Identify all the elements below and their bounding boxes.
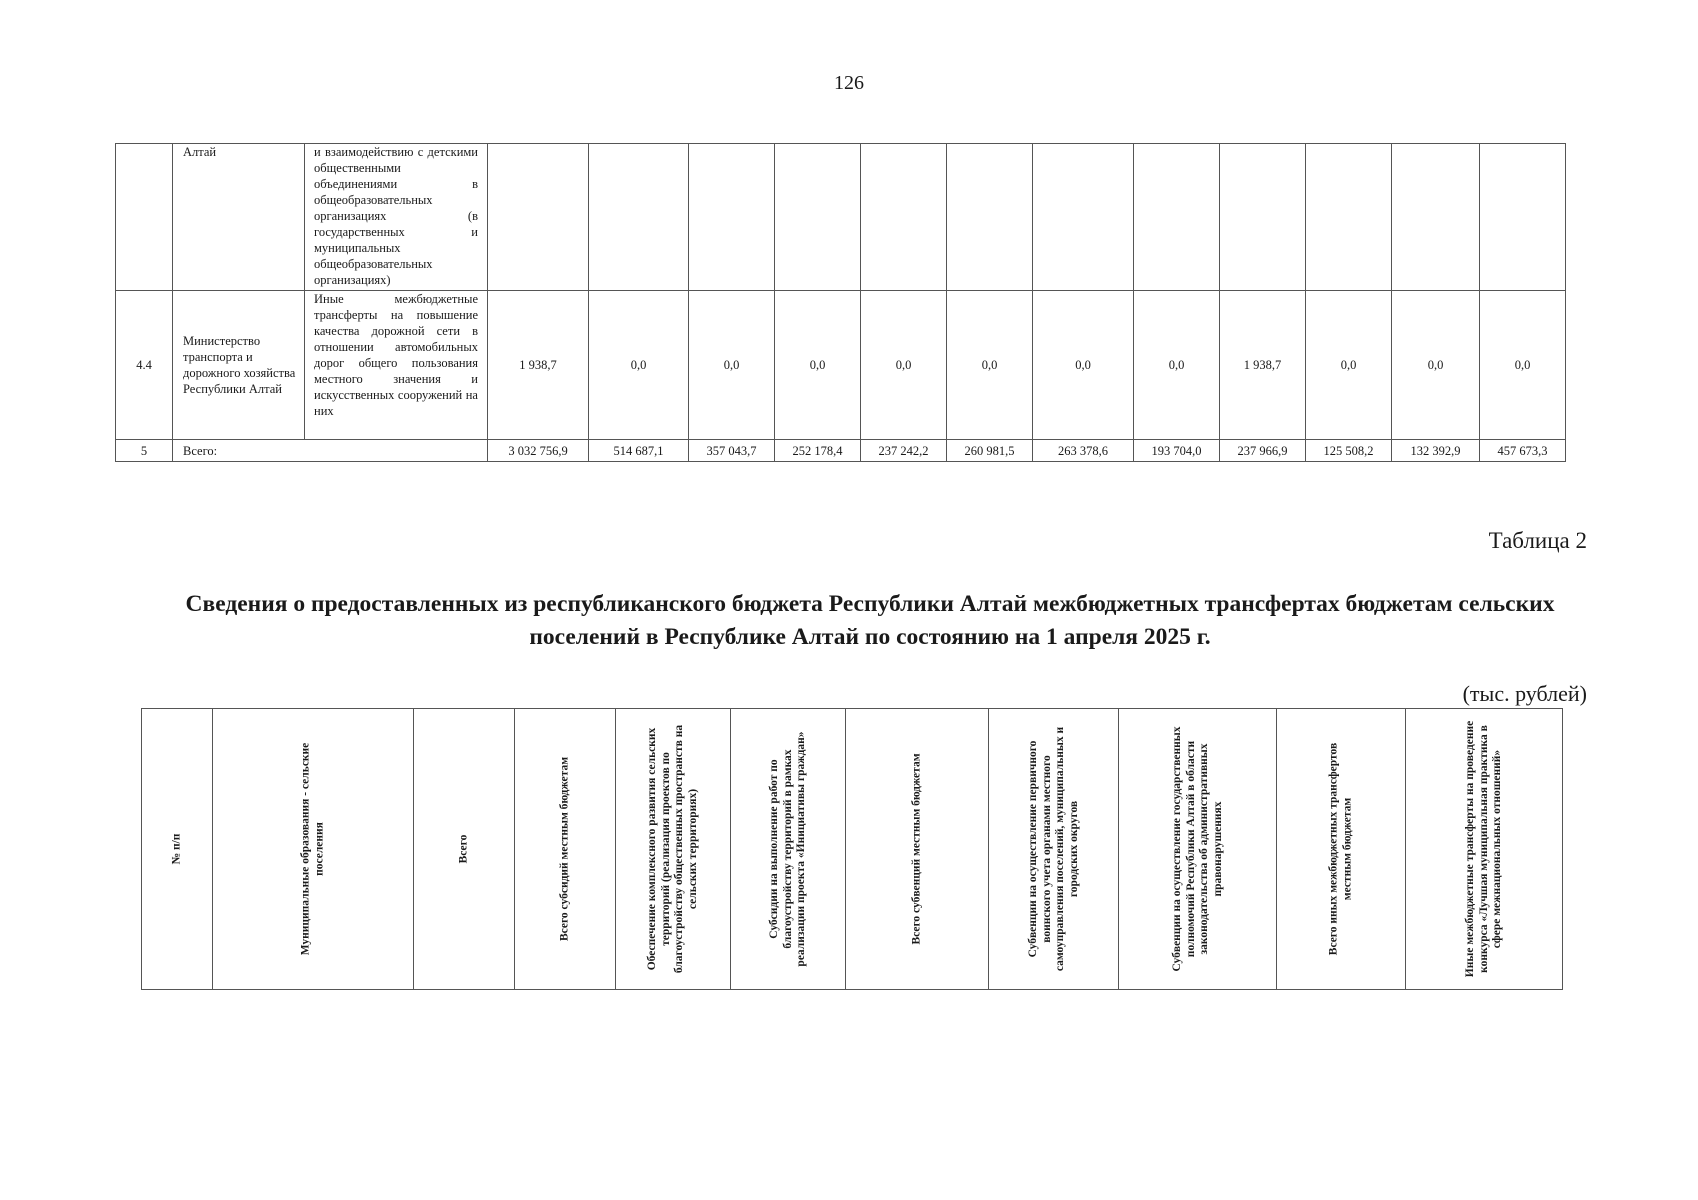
continued-table (115, 143, 1566, 462)
value-cell (947, 144, 1033, 291)
total-cell: 132 392,9 (1392, 440, 1480, 462)
value-cell: 0,0 (947, 291, 1033, 440)
total-cell: 457 673,3 (1480, 440, 1566, 462)
row-number: 5 (116, 440, 173, 462)
units-label: (тыс. рублей) (1462, 681, 1587, 706)
total-cell: 252 178,4 (775, 440, 861, 462)
total-cell: 125 508,2 (1306, 440, 1392, 462)
column-header: Иные межбюджетные трансферты на проведение конкурса «Лучшая муниципальная практика в сфере межнациональных отношений» (1406, 709, 1563, 990)
document-title: Сведения о предоставленных из республиканского бюджета Республики Алтай межбюджетных трансфертах бюджетам сельских поселений в Республике Алтай по состоянию на 1 апреля 2025 г. (185, 591, 1555, 650)
column-header: Субвенции на осуществление государственных полномочий Республики Алтай в области законодательства об административных правонарушениях (1119, 709, 1277, 990)
column-header: Всего (414, 709, 515, 990)
value-cell: 0,0 (775, 291, 861, 440)
value-cell (1220, 144, 1306, 291)
total-cell: 260 981,5 (947, 440, 1033, 462)
value-cell (1134, 144, 1220, 291)
row-number (116, 144, 173, 291)
total-cell: 237 966,9 (1220, 440, 1306, 462)
value-cell (1306, 144, 1392, 291)
desc-cell: и взаимодействию с детскими общественными объединениями в общеобразовательных организациях (в государственных и муниципальных общеобразовательных организациях) (305, 144, 488, 291)
value-cell: 0,0 (689, 291, 775, 440)
table-row (116, 291, 1566, 440)
column-header: Обеспечение комплексного развития сельских территорий (реализация проектов по благоустройству общественных пространств на сельских территориях) (616, 709, 731, 990)
table-header-row (142, 709, 1563, 990)
value-cell (1033, 144, 1134, 291)
value-cell: 0,0 (861, 291, 947, 440)
total-cell: 237 242,2 (861, 440, 947, 462)
column-header: Субвенции на осуществление первичного воинского учета органами местного самоуправления поселений, муниципальных и городских округов (989, 709, 1119, 990)
table2-header (141, 708, 1563, 990)
value-cell (488, 144, 589, 291)
table-label: Таблица 2 (1488, 528, 1587, 553)
total-row (116, 440, 1566, 462)
total-cell: 263 378,6 (1033, 440, 1134, 462)
org-cell: Алтай (173, 144, 305, 291)
column-header: Всего субвенций местным бюджетам (846, 709, 989, 990)
table-row (116, 144, 1566, 291)
column-header: Субсидии на выполнение работ по благоустройству территорий в рамках реализации проекта «Инициативы граждан» (731, 709, 846, 990)
column-header: № п/п (142, 709, 213, 990)
column-header: Всего субсидий местным бюджетам (515, 709, 616, 990)
value-cell (589, 144, 689, 291)
value-cell: 1 938,7 (1220, 291, 1306, 440)
value-cell (1480, 144, 1566, 291)
total-cell: 357 043,7 (689, 440, 775, 462)
value-cell: 0,0 (1033, 291, 1134, 440)
value-cell (861, 144, 947, 291)
org-cell: Министерство транспорта и дорожного хозяйства Республики Алтай (173, 291, 305, 440)
value-cell: 0,0 (1392, 291, 1480, 440)
page-number: 126 (834, 72, 864, 94)
total-label: Всего: (173, 440, 488, 462)
value-cell: 0,0 (1480, 291, 1566, 440)
column-header: Муниципальные образования - сельские поселения (213, 709, 414, 990)
desc-cell: Иные межбюджетные трансферты на повышение качества дорожной сети в отношении автомобильных дорог общего пользования местного значения и искусственных сооружений на них (305, 291, 488, 440)
total-cell: 3 032 756,9 (488, 440, 589, 462)
row-number: 4.4 (116, 291, 173, 440)
value-cell: 1 938,7 (488, 291, 589, 440)
total-cell: 514 687,1 (589, 440, 689, 462)
value-cell: 0,0 (589, 291, 689, 440)
column-header: Всего иных межбюджетных трансфертов местным бюджетам (1277, 709, 1406, 990)
value-cell (775, 144, 861, 291)
value-cell: 0,0 (1134, 291, 1220, 440)
value-cell (1392, 144, 1480, 291)
value-cell (689, 144, 775, 291)
value-cell: 0,0 (1306, 291, 1392, 440)
total-cell: 193 704,0 (1134, 440, 1220, 462)
